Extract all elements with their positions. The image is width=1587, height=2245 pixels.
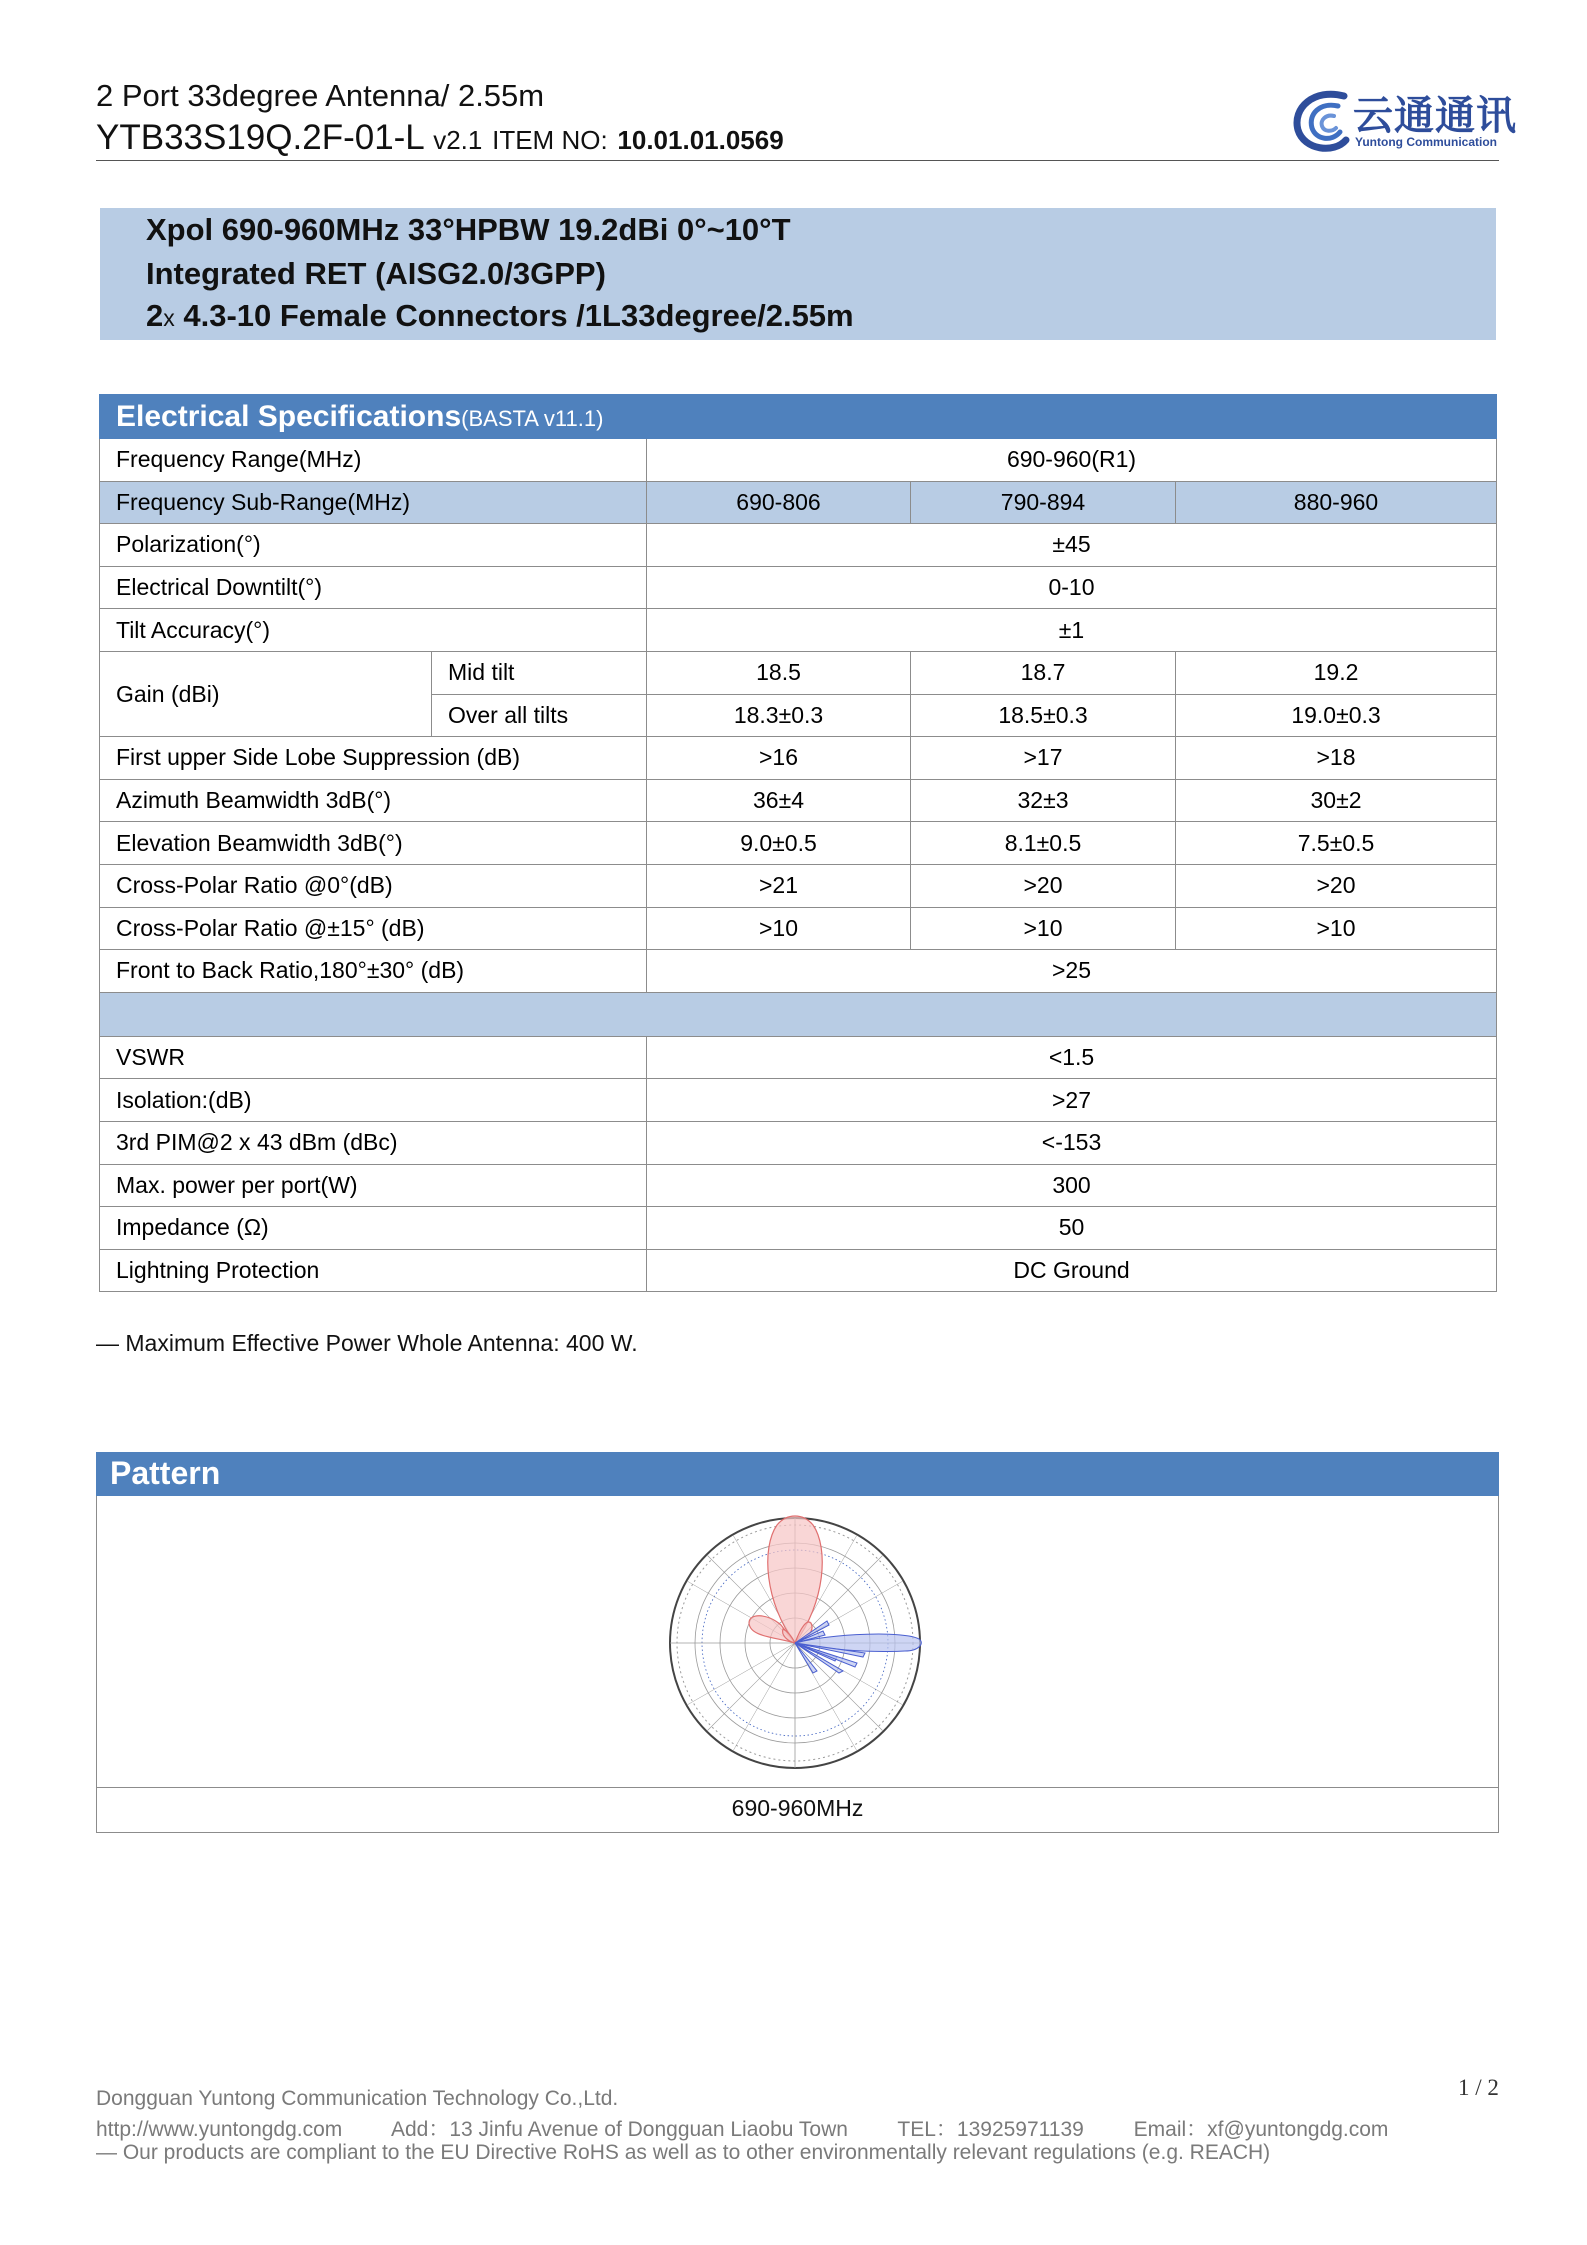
row-label: Cross-Polar Ratio @±15° (dB) xyxy=(100,907,647,950)
row-value: 50 xyxy=(647,1207,1497,1250)
elevation-pattern xyxy=(795,1621,921,1673)
azimuth-pattern xyxy=(749,1516,822,1643)
table-row xyxy=(100,907,1497,950)
row-value: 790-894 xyxy=(911,481,1176,524)
item-number: 10.01.01.0569 xyxy=(617,125,784,155)
table-row xyxy=(100,822,1497,865)
row-label: Front to Back Ratio,180°±30° (dB) xyxy=(100,950,647,993)
row-value: ±1 xyxy=(647,609,1497,652)
row-label: Tilt Accuracy(°) xyxy=(100,609,647,652)
row-label: Polarization(°) xyxy=(100,524,647,567)
table-row xyxy=(100,864,1497,907)
row-value: 880-960 xyxy=(1176,481,1497,524)
footer-email[interactable]: Email：xf@yuntongdg.com xyxy=(1133,2118,1389,2141)
table-row xyxy=(100,779,1497,822)
row-value: 9.0±0.5 xyxy=(647,822,911,865)
table-row xyxy=(100,1079,1497,1122)
row-value: 8.1±0.5 xyxy=(911,822,1176,865)
max-power-note: — Maximum Effective Power Whole Antenna: 400 W. xyxy=(96,1330,638,1356)
row-label: Isolation:(dB) xyxy=(100,1079,647,1122)
row-label: Frequency Range(MHz) xyxy=(100,439,647,482)
separator-cell xyxy=(100,992,1497,1036)
footer-compliance: — Our products are compliant to the EU Directive RoHS as well as to other environmentally relevant regulations (e.g. REACH) xyxy=(96,2141,1271,2164)
table-row xyxy=(100,737,1497,780)
table-row xyxy=(100,1207,1497,1250)
connector-desc: 4.3-10 Female Connectors /1L33degree/2.55m xyxy=(174,298,854,333)
radiation-pattern-diagram xyxy=(664,1510,926,1776)
version: v2.1 xyxy=(433,125,483,155)
electrical-spec-table xyxy=(99,394,1497,1292)
row-value: 18.5 xyxy=(647,651,911,694)
row-label: 3rd PIM@2 x 43 dBm (dBc) xyxy=(100,1121,647,1164)
pattern-caption-divider xyxy=(96,1787,1499,1788)
table-row xyxy=(100,439,1497,482)
row-value: >10 xyxy=(911,907,1176,950)
row-label: Max. power per port(W) xyxy=(100,1164,647,1207)
table-row xyxy=(100,524,1497,567)
header-divider xyxy=(96,160,1499,161)
row-value: <1.5 xyxy=(647,1036,1497,1079)
summary-line-2: Integrated RET (AISG2.0/3GPP) xyxy=(146,256,606,291)
row-value: >16 xyxy=(647,737,911,780)
table-row xyxy=(100,950,1497,993)
row-label: Electrical Downtilt(°) xyxy=(100,566,647,609)
row-value: <-153 xyxy=(647,1121,1497,1164)
row-sublabel: Mid tilt xyxy=(432,651,647,694)
spec-header xyxy=(100,395,1497,439)
row-value: >27 xyxy=(647,1079,1497,1122)
table-row xyxy=(100,1036,1497,1079)
row-value: 36±4 xyxy=(647,779,911,822)
row-label: First upper Side Lobe Suppression (dB) xyxy=(100,737,647,780)
footer-website[interactable]: http://www.yuntongdg.com xyxy=(96,2118,343,2141)
table-row xyxy=(100,651,1497,694)
connector-count: 2 xyxy=(146,298,164,333)
row-label: Lightning Protection xyxy=(100,1249,647,1292)
footer-address: Add：13 Jinfu Avenue of Dongguan Liaobu Town xyxy=(391,2118,848,2141)
table-row xyxy=(100,1121,1497,1164)
document-title: 2 Port 33degree Antenna/ 2.55m xyxy=(96,78,545,113)
row-sublabel: Over all tilts xyxy=(432,694,647,737)
row-value: >20 xyxy=(1176,864,1497,907)
connector-times: x xyxy=(163,305,175,331)
row-label: Cross-Polar Ratio @0°(dB) xyxy=(100,864,647,907)
table-row xyxy=(100,481,1497,524)
footer-tel: TEL：13925971139 xyxy=(897,2118,1084,2141)
row-value: >10 xyxy=(647,907,911,950)
footer-contact xyxy=(96,2113,1432,2143)
table-row xyxy=(100,566,1497,609)
row-label: VSWR xyxy=(100,1036,647,1079)
row-value: 30±2 xyxy=(1176,779,1497,822)
spec-header-row xyxy=(100,395,1497,439)
row-label: Azimuth Beamwidth 3dB(°) xyxy=(100,779,647,822)
pattern-header xyxy=(96,1452,1499,1496)
row-value: >20 xyxy=(911,864,1176,907)
spec-subtitle: (BASTA v11.1) xyxy=(461,405,604,431)
row-value: ±45 xyxy=(647,524,1497,567)
row-value: 32±3 xyxy=(911,779,1176,822)
row-value: >17 xyxy=(911,737,1176,780)
row-value: 18.3±0.3 xyxy=(647,694,911,737)
row-value: DC Ground xyxy=(647,1249,1497,1292)
table-row xyxy=(100,1249,1497,1292)
logo-english-text: Yuntong Communication xyxy=(1355,135,1497,149)
row-label: Impedance (Ω) xyxy=(100,1207,647,1250)
row-value: 0-10 xyxy=(647,566,1497,609)
table-row xyxy=(100,1164,1497,1207)
summary-line-3 xyxy=(146,298,854,334)
row-value: 18.7 xyxy=(911,651,1176,694)
row-label: Elevation Beamwidth 3dB(°) xyxy=(100,822,647,865)
spec-title: Electrical Specifications xyxy=(116,399,462,433)
logo-chinese-text: 云通通讯 xyxy=(1353,93,1517,139)
item-label: ITEM NO: xyxy=(492,125,608,155)
table-row xyxy=(100,609,1497,652)
table-separator-row xyxy=(100,992,1497,1036)
pattern-title: Pattern xyxy=(110,1455,221,1491)
row-label: Gain (dBi) xyxy=(100,651,432,736)
footer-company: Dongguan Yuntong Communication Technology Co.,Ltd. xyxy=(96,2087,619,2110)
row-value: 18.5±0.3 xyxy=(911,694,1176,737)
row-value: >25 xyxy=(647,950,1497,993)
row-value: 300 xyxy=(647,1164,1497,1207)
row-value: 7.5±0.5 xyxy=(1176,822,1497,865)
page-number: 1 / 2 xyxy=(1458,2075,1499,2100)
row-value: >18 xyxy=(1176,737,1497,780)
row-value: 690-806 xyxy=(647,481,911,524)
row-value: >21 xyxy=(647,864,911,907)
row-value: 19.0±0.3 xyxy=(1176,694,1497,737)
summary-line-1: Xpol 690-960MHz 33°HPBW 19.2dBi 0°~10°T xyxy=(146,212,791,247)
pattern-caption: 690-960MHz xyxy=(731,1795,864,1821)
row-value: >10 xyxy=(1176,907,1497,950)
summary-box xyxy=(100,208,1496,340)
model-number: YTB33S19Q.2F-01-L xyxy=(96,118,424,157)
row-value: 19.2 xyxy=(1176,651,1497,694)
row-value: 690-960(R1) xyxy=(647,439,1497,482)
row-label: Frequency Sub-Range(MHz) xyxy=(100,481,647,524)
model-line xyxy=(96,118,784,158)
